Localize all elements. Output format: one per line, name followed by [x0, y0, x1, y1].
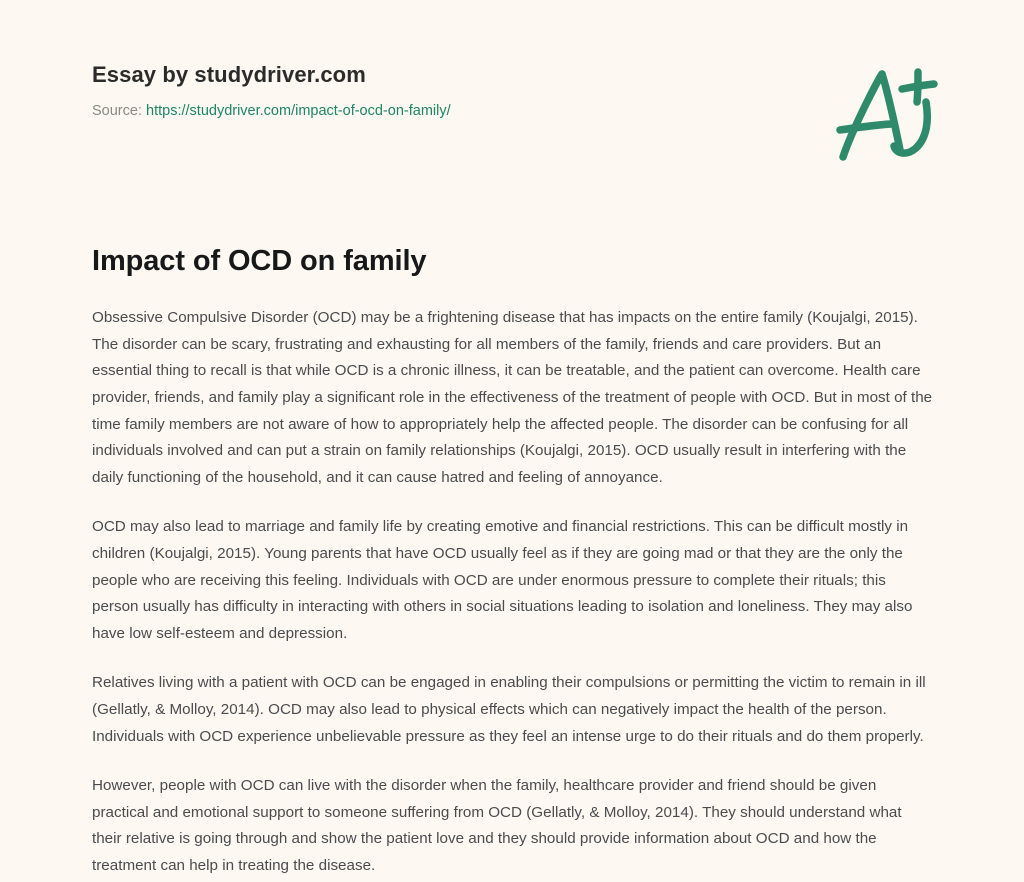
a-plus-logo-icon [828, 58, 948, 168]
page-title: Impact of OCD on family [92, 245, 427, 277]
source-label: Source: [92, 103, 142, 120]
article [92, 243, 934, 880]
paragraph: OCD may also lead to marriage and family life by creating emotive and financial restrictions. This can be difficult mostly in children (Koujalgi, 2015). Young parents that have OCD usually feel as if they are going mad or that they are the only the people who are receiving this feeling. Individuals with OCD are under enormous pressure to complete their rituals; this person usually has difficulty in interacting with others in social situations leading to isolation and loneliness. They may also have low self-esteem and depression. [92, 518, 913, 642]
document-header [92, 62, 932, 121]
paragraph: However, people with OCD can live with the disorder when the family, healthcare provider and friend should be given practical and emotional support to someone suffering from OCD (Gellatly, & Molloy, 2014). They should understand what their relative is going through and show the patient love and they should provide information about OCD and how the treatment can help in treating the disease. [92, 777, 902, 874]
a-plus-logo [828, 58, 948, 168]
brand-text: Essay by studydriver.com [92, 62, 366, 87]
article-body [92, 305, 934, 879]
paragraph: Obsessive Compulsive Disorder (OCD) may be a frightening disease that has impacts on the entire family (Koujalgi, 2015). The disorder can be scary, frustrating and exhausting for all members of the family, friends and care providers. But an essential thing to recall is that while OCD is a chronic illness, it can be treatable, and the patient can overcome. Health care provider, friends, and family play a significant role in the effectiveness of the treatment of people with OCD. But in most of the time family members are not aware of how to appropriately help the affected people. The disorder can be confusing for all individuals involved and can put a strain on family relationships (Koujalgi, 2015). OCD usually result in interfering with the daily functioning of the household, and it can cause hatred and feeling of annoyance. [92, 309, 933, 486]
source-url-link[interactable]: https://studydriver.com/impact-of-ocd-on-family/ [146, 103, 451, 120]
source-line [92, 102, 932, 121]
paragraph: Relatives living with a patient with OCD can be engaged in enabling their compulsions or permitting the victim to remain in ill (Gellatly, & Molloy, 2014). OCD may also lead to physical effects which can negatively impact the health of the person. Individuals with OCD experience unbelievable pressure as they feel an intense urge to do their rituals and do them properly. [92, 674, 926, 745]
